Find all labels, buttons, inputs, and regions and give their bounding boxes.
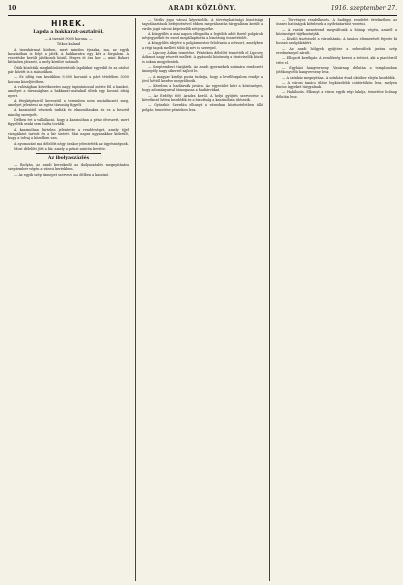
issue-date: 1916. szeptember 27. — [330, 5, 397, 12]
paragraph: A közgyűlés a mai napon elfogadta a legtöbb adót fizető polgárok névjegyzékét és ezzel megállapította a bizottság összetételét. — [142, 31, 263, 41]
footer-body — [8, 163, 129, 177]
paragraph: — A magyar királyi posta tudatja, hogy a levélforgalom rendje a jövő héttől kezdve megváltozik. — [142, 74, 263, 83]
paragraph: Ötök közöttük megkülönböztetésük lapdáikat egyedül és az utolsó pár között is a másodikon. — [8, 65, 129, 75]
section-title: HIREK. — [51, 19, 86, 28]
paragraph: — A vasúti menetrend megváltozik a hónap végén, amiről a közönséget tájékoztatják. — [276, 27, 397, 36]
article-subtitle-b: Titkos kaland — [56, 42, 81, 47]
paragraph: A kaszinóban hirtelen jelentette a rendőrséget, amely éjjel vizsgálatot tartott és a hír sietett. Mai napra ugyanakkor kiderült, hogy a tolvaj a közelben van. — [8, 127, 129, 141]
paragraph: Most délelőtt jött a hír, amely a pénzt szintén bevitte. — [14, 146, 106, 151]
paragraph: — Az aradi hölgyek gyűjtése a sebesültek javára szép eredménnyel zárult. — [276, 46, 397, 56]
paragraph: A fényképészről keresztül a teremben nem mutatkozott meg, amelyet jelenteni az egész társaság figyelt. — [8, 98, 129, 108]
paragraph: A közgyűlés idejére a polgármester felolvasta a névsort, amelyben a régi tagok mellett több új név is szerepel. — [142, 41, 263, 50]
column-1 — [8, 18, 129, 581]
paragraph: — Kiváló tisztviselő a városházán. A tanács elismerését fejezte ki hosszú szolgálatáért. — [276, 37, 397, 46]
column-divider — [135, 18, 136, 581]
paragraph: A kaszinótól vésznek tudták és elmondásukra és ez a beszéd mindig szerepelt. — [8, 108, 129, 117]
paragraph: — Szeptemberi tüzijáték. Az aradi gyermekek számára rendezett ünnepély nagy sikerrel zajlott le. — [142, 64, 263, 74]
paragraph: — Virilis jogu városi képviselők. A törvényhatósági bizottsági tagválasztások befejezésével ebben megválasztás tárgyalásra került a virilis jogú városi képviselők névjegyzéke. — [142, 18, 263, 31]
paragraph: — Egyházi hangverseny. Vasárnap délután a templomban jótékonycélú hangverseny lesz. — [276, 65, 397, 75]
article-title: Lapda a bakkarat-asztalról. — [33, 30, 104, 35]
paragraph: — Az Erdélyi 600 Aradra kerül. A helyi gyűjtés szervezése a következő héten kezdődik és a bizottság a kaszinóban ülésezik. — [142, 93, 263, 103]
column-divider — [269, 18, 270, 581]
page-number: 10 — [8, 5, 17, 12]
paper-name: ARADI KÖZLÖNY. — [168, 5, 237, 12]
column-2 — [142, 18, 263, 581]
divider — [36, 153, 101, 154]
footer-title: Az ibolyaszázlés — [47, 156, 90, 162]
paragraph: — Halálozás. Elhunyt a város egyik régi lakója, temetése holnap délután lesz. — [276, 90, 397, 99]
paragraph: — Kérelem a hadiárvák javára. Az egyesület kéri a közönséget, hogy adományaival támogassa a hadiárvákat. — [142, 84, 263, 93]
column-2-body — [142, 18, 263, 112]
masthead — [8, 4, 397, 16]
paragraph: — Lipcsey Ádám temetése. Pénteken délelőtt temették el Lipcsey Ádámot nagy részvét mellett. A gyászoló közönség a tisztviselők közül is sokan megjelentek. — [142, 51, 263, 64]
paragraph: — A városi tanács ülése legközelebb csütörtökön lesz, melyen fontos ügyeket tárgyalnak. — [276, 80, 397, 90]
paragraph: — Ez időig van kezükben 9,000 koronát a párt tételében 3000 korona közeljövőben. — [8, 75, 129, 84]
paragraph: — Gyászhír. Szerdán elhunyt a városban köztiszteletben álló polgár, temetése pénteken lesz. — [142, 103, 263, 112]
article-subtitle-a: — A tizenöt 9000 korona. — — [44, 37, 93, 41]
paragraph: — Az egyik szép ünnepet szervezi ma délben a kaszinó. — [14, 172, 110, 177]
paragraph: — Törvényes rendelkezés. A hadügyi rendelet értelmében az összes hatóságok kötelesek a nyilvántartást vezetni. — [276, 18, 397, 27]
column-3 — [276, 18, 397, 581]
paragraph: — A színház megnyitása. A színházi évad október elején kezdődik. — [282, 75, 396, 80]
paragraph: Délben ért a vállalkozó, hogy a kaszinóban a pénz elveszett, mert figyelték senki sem tudta tovább. — [8, 118, 129, 127]
paragraph: — Ellopott kerékpár. A rendőrség keresi a tettest, aki a piactérről vitte el. — [276, 56, 397, 65]
paragraph: A nyomozást ma délelőtt négy órakor jelentették az ügyészségnek. — [14, 141, 129, 146]
column-3-body — [276, 18, 397, 99]
paragraph: A valóságban következetes nagy tapintatossal mérte föl a bankot, amelyet a társaságban a bakkarat-asztalnál ültek egy hosszú ideig nyert. — [8, 84, 129, 98]
paragraph: A tizenhármat körben, mert minden éjszaka, ma, az egyik kaszinóban is folyt a játék. A bakkaratra egy két a forgalom. A vezetésbe került játékosok közül, fényes öt óra kor — mint Bokori kitűnően játszott, a mely körülre számolt. — [8, 47, 129, 65]
columns — [8, 18, 397, 581]
article-body — [8, 48, 129, 152]
paragraph: — Ibolyán, az aradi kereskedő az ibolyaszázlés megnyitására szeptember végén a városi kertekben. — [8, 163, 129, 172]
